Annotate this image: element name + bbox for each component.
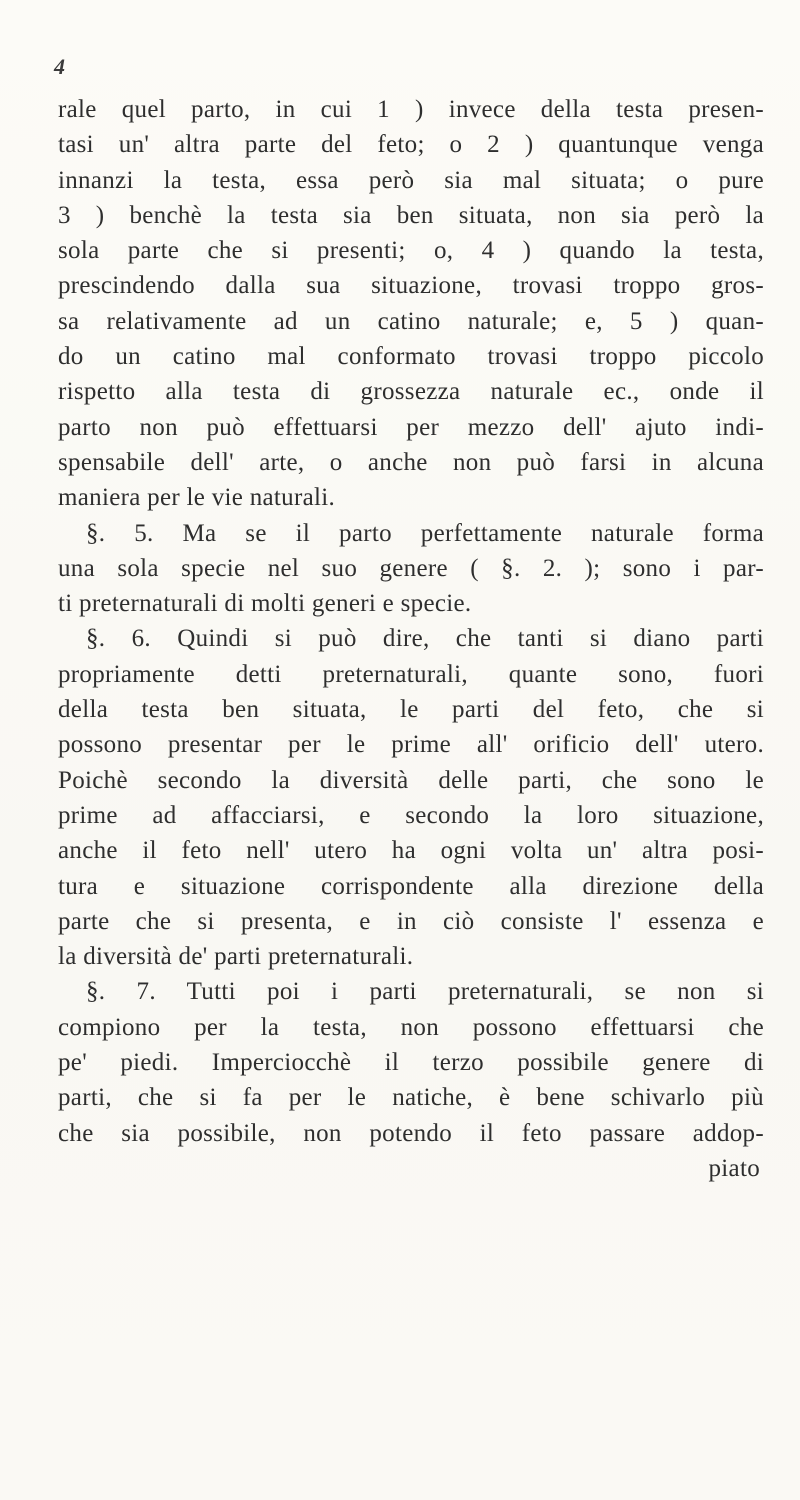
text-line: possono presentar per le prime all' orificio dell' utero. xyxy=(58,731,764,759)
text-line: prime ad affacciarsi, e secondo la loro situazione, xyxy=(58,801,764,829)
text-line: innanzi la testa, essa però sia mal situata; o pure xyxy=(58,166,764,194)
text-line: Poichè secondo la diversità delle parti, che sono le xyxy=(58,766,764,794)
text-line: ti preternaturali di molti generi e specie. xyxy=(58,590,472,618)
catchword: piato xyxy=(708,1154,760,1182)
text-line: spensabile dell' arte, o anche non può farsi in alcuna xyxy=(58,448,764,476)
text-line: maniera per le vie naturali. xyxy=(58,484,336,512)
text-line: do un catino mal conformato trovasi troppo piccolo xyxy=(58,343,764,371)
text-line: prescindendo dalla sua situazione, trovasi troppo gros- xyxy=(58,272,764,300)
page-number: 4 xyxy=(54,54,65,79)
text-line: che sia possibile, non potendo il feto passare addop- xyxy=(58,1119,764,1147)
text-line: compiono per la testa, non possono effettuarsi che xyxy=(58,1013,764,1041)
text-line: propriamente detti preternaturali, quante sono, fuori xyxy=(58,660,764,688)
text-line: parte che si presenta, e in ciò consiste l' essenza e xyxy=(58,907,764,935)
text-line: tura e situazione corrispondente alla direzione della xyxy=(58,872,764,900)
text-line: 3 ) benchè la testa sia ben situata, non sia però la xyxy=(58,201,764,229)
text-line: parto non può effettuarsi per mezzo dell' ajuto indi- xyxy=(58,413,764,441)
text-line: rale quel parto, in cui 1 ) invece della testa presen- xyxy=(58,96,764,123)
paragraph-6-line: §. 6. Quindi si può dire, che tanti si diano parti xyxy=(86,625,764,653)
text-line: parti, che si fa per le natiche, è bene schivarlo più xyxy=(58,1084,764,1112)
paragraph-5-line: §. 5. Ma se il parto perfettamente naturale forma xyxy=(86,519,764,547)
text-line: una sola specie nel suo genere ( §. 2. ); sono i par- xyxy=(58,554,764,582)
text-line: pe' piedi. Imperciocchè il terzo possibile genere di xyxy=(58,1049,764,1077)
text-line: tasi un' altra parte del feto; o 2 ) quantunque venga xyxy=(58,131,764,159)
text-line: sa relativamente ad un catino naturale; e, 5 ) quan- xyxy=(58,307,764,335)
text-line: sola parte che si presenti; o, 4 ) quando la testa, xyxy=(58,237,764,265)
body-text xyxy=(58,92,764,1186)
text-line: anche il feto nell' utero ha ogni volta un' altra posi- xyxy=(58,837,764,865)
text-line: rispetto alla testa di grossezza naturale ec., onde il xyxy=(58,378,764,406)
text-line: della testa ben situata, le parti del feto, che si xyxy=(58,696,764,724)
paragraph-7-line: §. 7. Tutti poi i parti preternaturali, se non si xyxy=(86,978,764,1006)
text-line: la diversità de' parti preternaturali. xyxy=(58,943,414,971)
